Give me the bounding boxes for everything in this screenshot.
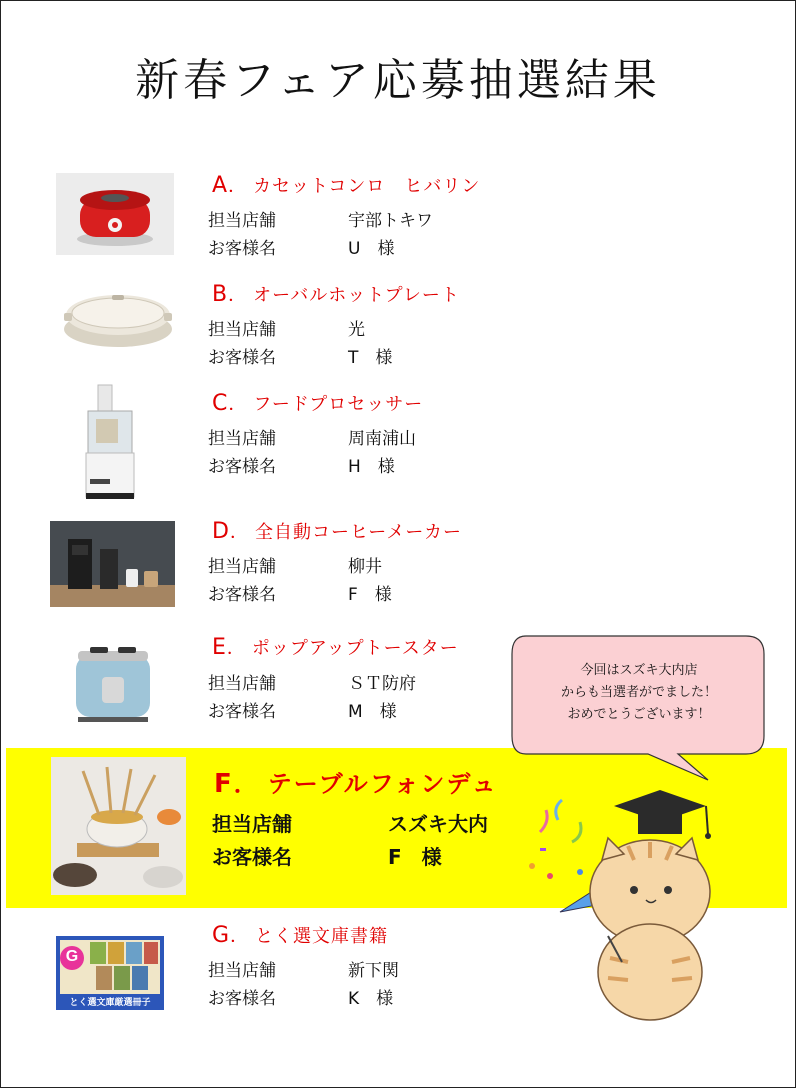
product-name: G． とく選文庫書籍 bbox=[212, 923, 389, 948]
book-cover-badge: G bbox=[65, 948, 79, 965]
store-row: 担当店舗 ＳＴ防府 bbox=[208, 674, 416, 694]
customer-row: お客様名 F 様 bbox=[212, 845, 442, 869]
hot-plate-photo bbox=[58, 283, 178, 355]
product-name: F． テーブルフォンデュ bbox=[214, 769, 498, 799]
toaster-photo bbox=[66, 633, 160, 725]
store-row: 担当店舗 柳井 bbox=[208, 557, 382, 577]
product-name: C． フードプロセッサー bbox=[212, 391, 424, 416]
food-processor-photo bbox=[82, 383, 138, 501]
fondue-photo bbox=[51, 757, 186, 895]
store-row: 担当店舗 光 bbox=[208, 320, 365, 340]
store-row: 担当店舗 新下関 bbox=[208, 961, 399, 981]
cat-mascot-illustration bbox=[510, 772, 740, 1042]
store-row: 担当店舗 宇部トキワ bbox=[208, 211, 433, 231]
coffee-maker-photo bbox=[50, 521, 175, 607]
store-row: 担当店舗 スズキ大内 bbox=[212, 812, 488, 836]
cassette-stove-photo bbox=[56, 173, 174, 255]
customer-row: お客様名 K 様 bbox=[208, 989, 394, 1009]
product-name: B． オーバルホットプレート bbox=[212, 282, 460, 307]
page-title: 新春フェア応募抽選結果 bbox=[135, 55, 661, 106]
store-row: 担当店舗 周南浦山 bbox=[208, 429, 416, 449]
customer-row: お客様名 M 様 bbox=[208, 702, 397, 722]
product-name: A． カセットコンロ ヒバリン bbox=[212, 173, 481, 198]
customer-row: お客様名 T 様 bbox=[208, 348, 393, 368]
product-name: D． 全自動コーヒーメーカー bbox=[212, 519, 462, 544]
product-name: E． ポップアップトースター bbox=[212, 635, 459, 660]
bubble-message: 今回はスズキ大内店 からも当選者がでました！ おめでとうございます！ bbox=[560, 663, 717, 722]
customer-row: お客様名 F 様 bbox=[208, 585, 392, 605]
book-cover-photo bbox=[56, 936, 164, 1010]
customer-row: お客様名 U 様 bbox=[208, 239, 395, 259]
customer-row: お客様名 H 様 bbox=[208, 457, 395, 477]
book-cover-caption: とく選文庫厳選冊子 bbox=[69, 998, 151, 1008]
